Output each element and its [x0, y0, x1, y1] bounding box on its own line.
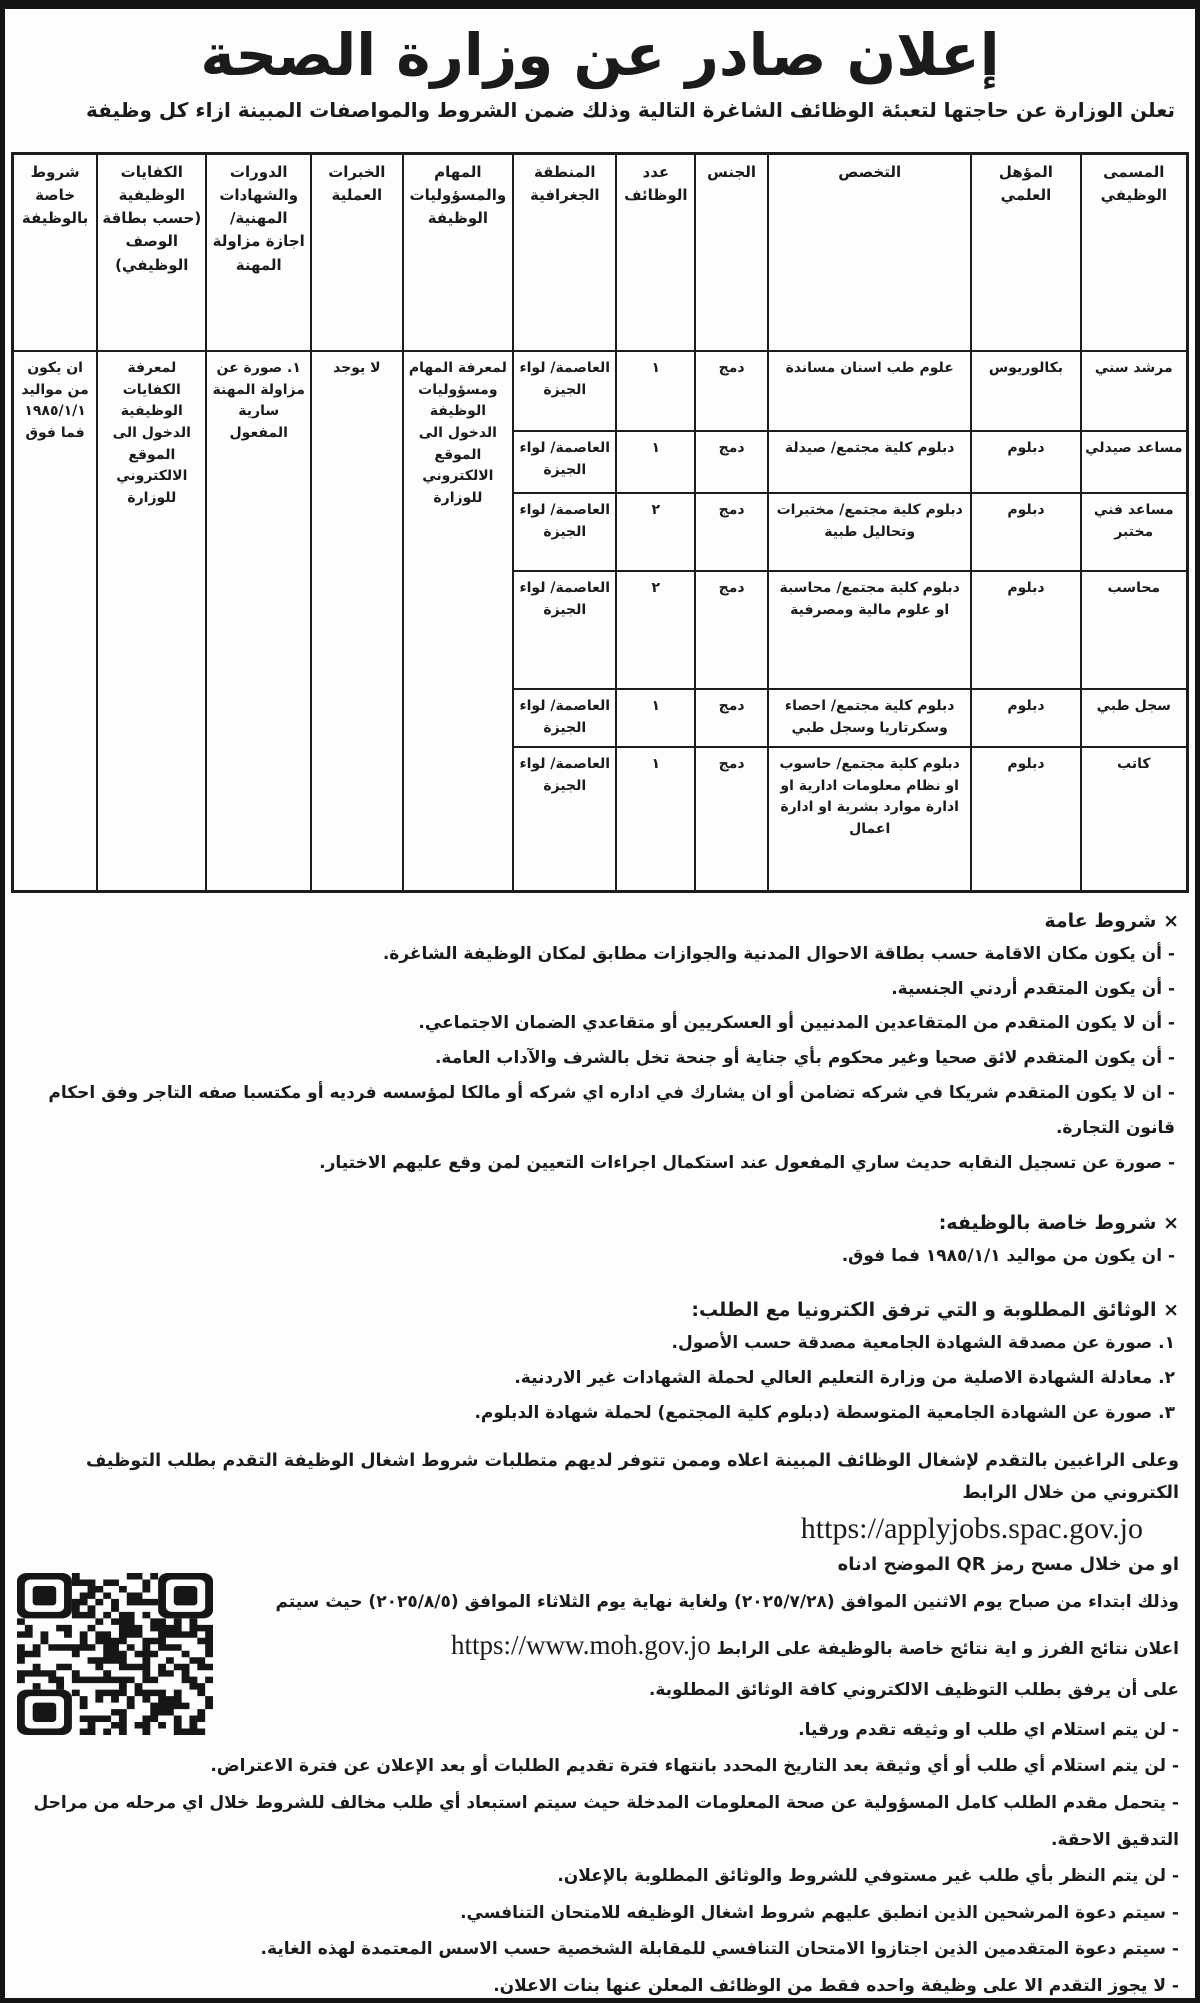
required-documents-section — [5, 1294, 1195, 1431]
special-conditions-heading: × شروط خاصة بالوظيفه: — [938, 1211, 1179, 1234]
special-conditions-section — [5, 1207, 1195, 1274]
cell-vacancies: ١ — [616, 431, 695, 493]
qr-hint-line: او من خلال مسح رمز QR الموضح ادناه — [837, 1554, 1179, 1576]
condition-item: - أن يكون المتقدم أردني الجنسية. — [891, 978, 1175, 999]
cell-region: العاصمة/ لواء الجيزة — [513, 747, 616, 891]
cell-specialization: دبلوم كلية مجتمع/ احصاء وسكرتاريا وسجل طبي — [768, 689, 971, 747]
application-intro: وعلى الراغبين بالتقدم لإشغال الوظائف المبينة اعلاه وممن تتوفر لديهم متطلبات شروط اشغال الوظيفة التقدم بطلب التوظيف الكتروني من خلال الرابط — [85, 1450, 1179, 1504]
cell-gender: دمج — [695, 571, 768, 689]
cell-qualification: دبلوم — [971, 493, 1080, 571]
cell-special-merged: ان يكون من مواليد ١٩٨٥/١/١ فما فوق — [13, 351, 98, 891]
cell-specialization: علوم طب اسنان مساندة — [768, 351, 971, 431]
col-competencies: الكفايات الوظيفية (حسب بطاقة الوصف الوظيفي) — [97, 153, 206, 351]
cell-vacancies: ١ — [616, 351, 695, 431]
note-item: - سيتم دعوة المرشحين الذين انطبق عليهم شروط اشغال الوظيفه للامتحان التنافسي. — [460, 1902, 1179, 1923]
cell-gender: دمج — [695, 747, 768, 891]
qr-code — [17, 1573, 213, 1735]
vacancies-table — [11, 152, 1189, 893]
attach-note: على أن يرفق بطلب التوظيف الالكتروني كافة الوثائق المطلوبة. — [648, 1679, 1179, 1700]
cell-specialization: دبلوم كلية مجتمع/ صيدلة — [768, 431, 971, 493]
cell-vacancies: ٢ — [616, 571, 695, 689]
cell-vacancies: ١ — [616, 747, 695, 891]
cell-region: العاصمة/ لواء الجيزة — [513, 493, 616, 571]
condition-item: - أن يكون مكان الاقامة حسب بطاقة الاحوال المدنية والجوازات مطابق لمكان الوظيفة الشاغرة. — [382, 943, 1175, 964]
note-item: - سيتم دعوة المتقدمين الذين اجتازوا الامتحان التنافسي للمقابلة الشخصية حسب الاسس المعتمدة لهذه الغاية. — [260, 1939, 1179, 1960]
cell-specialization: دبلوم كلية مجتمع/ مختبرات وتحاليل طبية — [768, 493, 971, 571]
note-item: - لا يجوز التقدم الا على وظيفة واحده فقط من الوظائف المعلن عنها بنات الاعلان. — [493, 1975, 1179, 1996]
cell-job-title: محاسب — [1081, 571, 1188, 689]
application-instructions-section — [5, 1445, 1195, 2003]
cell-region: العاصمة/ لواء الجيزة — [513, 351, 616, 431]
table-header-row — [13, 153, 1188, 351]
schedule-text: وذلك ابتداء من صباح يوم الاثنين الموافق (٢٠٢٥/٧/٢٨) ولغاية نهاية يوم الثلاثاء الموافق (٢٠٢٥/٨/٥) حيث سيتم اعلان نتائج الفرز و اية نتائج خاصة بالوظيفة على الرابط — [275, 1591, 1179, 1659]
application-notes — [21, 1712, 1179, 2003]
cell-experience-merged: لا يوجد — [311, 351, 403, 891]
application-schedule — [271, 1586, 1179, 1672]
col-special-conditions: شروط خاصة بالوظيفة — [13, 153, 98, 351]
col-tasks: المهام والمسؤوليات الوظيفة — [403, 153, 513, 351]
cell-tasks-merged: لمعرفة المهام ومسؤوليات الوظيفة الدخول الى الموقع الالكتروني للوزارة — [403, 351, 513, 891]
note-item: - لن يتم استلام أي طلب أو أي وثيقة بعد التاريخ المحدد بانتهاء فترة تقديم الطلبات أو بعد الإعلان عن فترة الاعتراض. — [210, 1756, 1179, 1777]
col-job-title: المسمى الوظيفي — [1081, 153, 1188, 351]
cell-job-title: مساعد فني مختبر — [1081, 493, 1188, 571]
col-qualification: المؤهل العلمي — [971, 153, 1080, 351]
document-item: ٣. صورة عن الشهادة الجامعية المتوسطة (دبلوم كلية المجتمع) لحملة شهادة الدبلوم. — [474, 1402, 1175, 1423]
cell-region: العاصمة/ لواء الجيزة — [513, 431, 616, 493]
cell-vacancies: ١ — [616, 689, 695, 747]
col-experience: الخبرات العملية — [311, 153, 403, 351]
condition-item: - أن لا يكون المتقدم من المتقاعدين المدنيين أو العسكريين أو متقاعدي الضمان الاجتماعي. — [418, 1013, 1175, 1034]
apply-url: https://applyjobs.spac.gov.jo — [800, 1512, 1143, 1546]
cell-job-title: كاتب — [1081, 747, 1188, 891]
results-url: https://www.moh.gov.jo — [450, 1629, 711, 1660]
page-title: إعلان صادر عن وزارة الصحة — [200, 21, 1000, 89]
general-conditions-section — [5, 905, 1195, 1181]
cell-region: العاصمة/ لواء الجيزة — [513, 689, 616, 747]
cell-job-title: مرشد سني — [1081, 351, 1188, 431]
cell-qualification: دبلوم — [971, 571, 1080, 689]
cell-qualification: دبلوم — [971, 431, 1080, 493]
cell-vacancies: ٢ — [616, 493, 695, 571]
col-region: المنطقة الجغرافية — [513, 153, 616, 351]
note-item: - لن يتم النظر بأي طلب غير مستوفي للشروط والوثائق المطلوبة بالإعلان. — [557, 1866, 1179, 1887]
cell-specialization: دبلوم كلية مجتمع/ حاسوب او نظام معلومات ادارية او ادارة موارد بشرية او ادارة اعمال — [768, 747, 971, 891]
table-row — [13, 351, 1188, 431]
cell-qualification: دبلوم — [971, 747, 1080, 891]
condition-item: - أن يكون المتقدم لائق صحيا وغير محكوم بأي جناية أو جنحة تخل بالشرف والآداب العامة. — [434, 1048, 1175, 1069]
condition-item: - صورة عن تسجيل النقابه حديث ساري المفعول عند استكمال اجراءات التعيين لمن وقع عليهم الاختيار. — [319, 1152, 1175, 1173]
cell-courses-merged: ١. صورة عن مزاولة المهنة سارية المفعول — [206, 351, 311, 891]
col-courses: الدورات والشهادات المهنية/ اجازة مزاولة المهنة — [206, 153, 311, 351]
cell-region: العاصمة/ لواء الجيزة — [513, 571, 616, 689]
cell-competencies-merged: لمعرفة الكفايات الوظيفية الدخول الى الموقع الالكتروني للوزارة — [97, 351, 206, 891]
col-specialization: التخصص — [768, 153, 971, 351]
condition-item: - ان لا يكون المتقدم شريكا في شركه تضامن أو ان يشارك في اداره اي شركه أو مالكا لمؤسسه فرديه أو مكتسبا صفه التاجر وفق احكام قانون التجارة. — [48, 1083, 1175, 1139]
col-vacancies: عدد الوظائف — [616, 153, 695, 351]
col-gender: الجنس — [695, 153, 768, 351]
cell-qualification: بكالوريوس — [971, 351, 1080, 431]
condition-item: - ان يكون من مواليد ١٩٨٥/١/١ فما فوق. — [841, 1246, 1175, 1266]
required-documents-heading: × الوثائق المطلوبة و التي ترفق الكترونيا مع الطلب: — [691, 1298, 1179, 1321]
document-item: ١. صورة عن مصدقة الشهادة الجامعية مصدقة حسب الأصول. — [671, 1333, 1175, 1354]
note-item: - يتحمل مقدم الطلب كامل المسؤولية عن صحة المعلومات المدخلة حيث سيتم استبعاد أي طلب مخالف للشروط خلال اي مرحله من مراحل التدقيق الاحقة. — [33, 1792, 1179, 1850]
cell-specialization: دبلوم كلية مجتمع/ محاسبة او علوم مالية ومصرفية — [768, 571, 971, 689]
general-conditions-heading: × شروط عامة — [1044, 909, 1179, 932]
document-item: ٢. معادلة الشهادة الاصلية من وزارة التعليم العالي لحملة الشهادات غير الاردنية. — [514, 1367, 1175, 1388]
cell-qualification: دبلوم — [971, 689, 1080, 747]
cell-job-title: مساعد صيدلي — [1081, 431, 1188, 493]
cell-job-title: سجل طبي — [1081, 689, 1188, 747]
cell-gender: دمج — [695, 351, 768, 431]
note-item: - لن يتم استلام اي طلب او وثيقه تقدم ورقيا. — [798, 1719, 1179, 1740]
cell-gender: دمج — [695, 431, 768, 493]
cell-gender: دمج — [695, 493, 768, 571]
announcement-subtitle: تعلن الوزارة عن حاجتها لتعبئة الوظائف الشاغرة التالية وذلك ضمن الشروط والمواصفات المبينة ازاء كل وظيفة — [86, 97, 1175, 122]
cell-gender: دمج — [695, 689, 768, 747]
